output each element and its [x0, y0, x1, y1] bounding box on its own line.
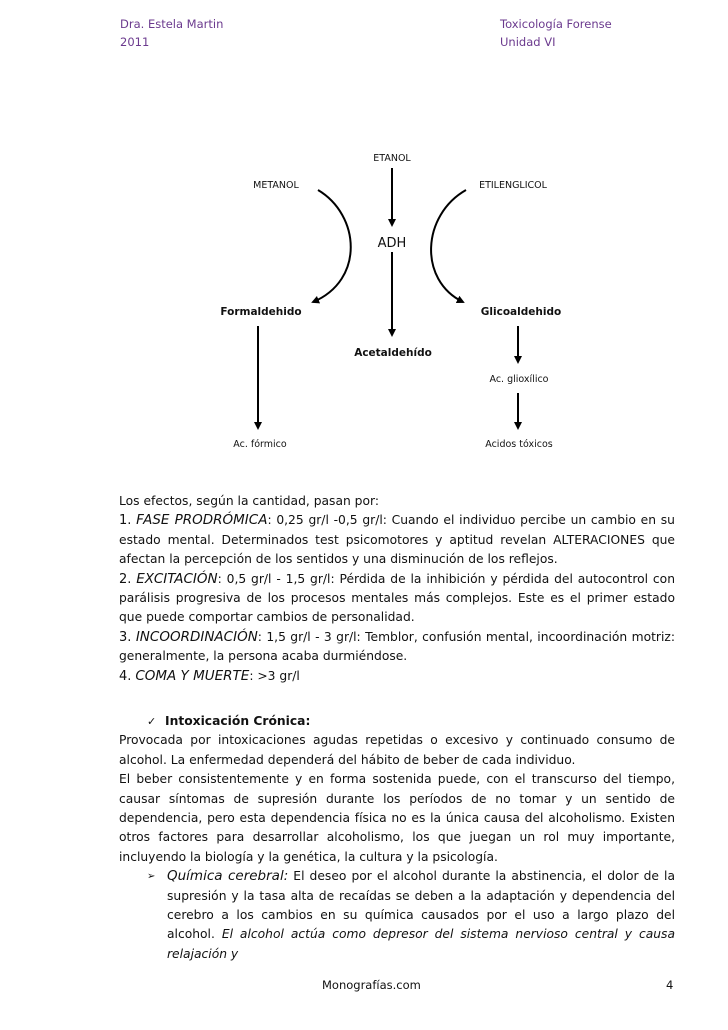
label-ac-formico: Ac. fórmico [233, 439, 287, 450]
metabolism-diagram [0, 140, 728, 470]
page-number: 4 [666, 978, 674, 992]
header-left [120, 15, 223, 51]
label-ac-glioxilico: Ac. glioxílico [489, 374, 549, 385]
stage-2: 2. EXCITACIÓN: 0,5 gr/l - 1,5 gr/l: Pérdida de la inhibición y pérdida del autocontrol con parálisis progresiva de los procesos mentales más complejos. Este es el primer estado que puede comportar cambios de personalidad. [119, 570, 675, 625]
label-acidos-toxicos: Acidos tóxicos [485, 439, 553, 450]
effects-intro: Los efectos, según la cantidad, pasan por: [119, 494, 379, 508]
stage-name: INCOORDINACIÓN [135, 628, 258, 645]
header-year: 2011 [120, 35, 150, 49]
label-metanol: METANOL [253, 180, 299, 191]
effects-section [119, 492, 675, 686]
arrow-metanol-formaldehido [313, 190, 351, 302]
stage-1: 1. FASE PRODRÓMICA: 0,25 gr/l -0,5 gr/l: Cuando el individuo percibe un cambio en su estado mental. Determinados test psicomotores y aptitud revelan ALTERACIONES que afectan la percepción de los sentidos y una disminución de los reflejos. [119, 512, 675, 567]
label-etilenglicol: ETILENGLICOL [479, 180, 547, 191]
bullet-text: El deseo por el alcohol durante la abstinencia, el dolor de la supresión y la tasa alta de recaídas se deben a la adaptación y dependencia del cerebro a los cambios en su química causados por el uso a largo plazo del alcohol. [167, 869, 675, 942]
label-formaldehido: Formaldehido [220, 306, 302, 318]
stage-name: EXCITACIÓN [136, 570, 218, 587]
stage-3: 3. INCOORDINACIÓN: 1,5 gr/l - 3 gr/l: Temblor, confusión mental, incoordinación motriz: generalmente, la persona acaba durmiéndose. [119, 628, 675, 664]
label-acetaldehido: Acetaldehído [354, 347, 432, 359]
stage-4: 4. COMA Y MUERTE: >3 gr/l [119, 667, 300, 684]
header-author: Dra. Estela Martin [120, 17, 224, 31]
header-subject: Toxicología Forense [500, 17, 612, 31]
stage-name: COMA Y MUERTE [135, 667, 250, 684]
chronic-section [119, 712, 675, 964]
arrow-bullet-icon: ➢ [147, 871, 156, 883]
bullet-item [119, 867, 675, 964]
chronic-paragraph-1: Provocada por intoxicaciones agudas repetidas o excesivo y continuado consumo de alcohol. La enfermedad dependerá del hábito de beber de cada individuo. [119, 733, 675, 767]
label-glicoaldehido: Glicoaldehido [480, 306, 562, 318]
bullet-title: Química cerebral: [167, 868, 289, 885]
arrow-etilenglicol-glicoaldehido [431, 190, 466, 302]
label-adh: ADH [377, 236, 407, 251]
chronic-paragraph-2: El beber consistentemente y en forma sostenida puede, con el transcurso del tiempo, causar síntomas de supresión durante los períodos de no tomar y un sentido de dependencia, pero esta dependencia física no es la única causa del alcoholismo. Existen otros factores para desarrollar alcoholismo, los que juegan un rol muy importante, incluyendo la biología y la genética, la cultura y la psicología. [119, 772, 675, 864]
header-right [500, 15, 612, 51]
check-icon: ✓ [147, 715, 157, 728]
bullet-italic-text: El alcohol actúa como depresor del sistema nervioso central y causa relajación y [167, 927, 675, 961]
chronic-heading [119, 712, 675, 731]
stage-name: FASE PRODRÓMICA [136, 512, 268, 529]
footer-site: Monografías.com [322, 978, 421, 992]
label-etanol: ETANOL [373, 153, 411, 164]
chronic-title: Intoxicación Crónica: [165, 714, 311, 728]
header-unit: Unidad VI [500, 35, 556, 49]
